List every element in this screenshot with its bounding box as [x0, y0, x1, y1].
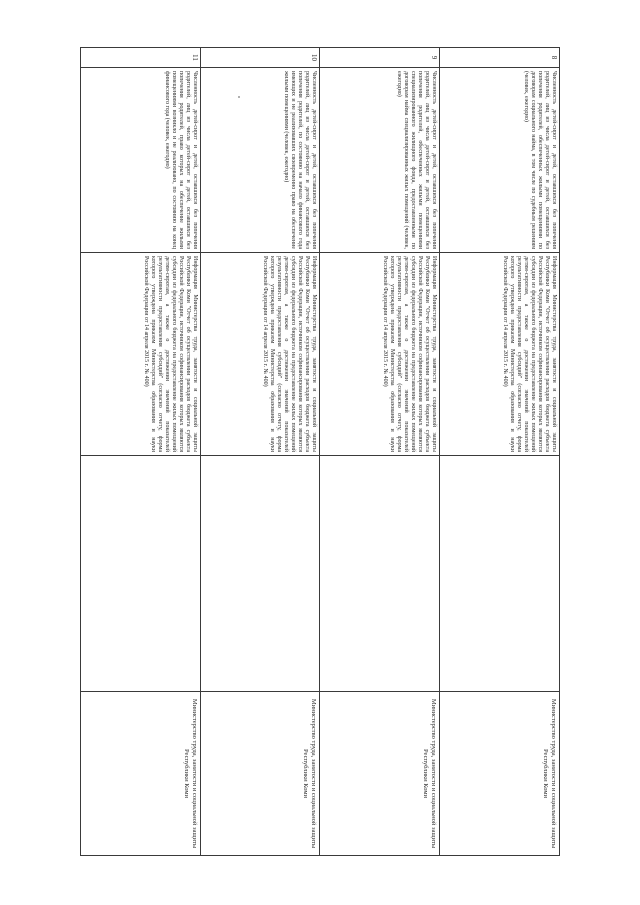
empty-cell: [440, 456, 560, 692]
table-row: [440, 48, 560, 856]
responsible-cell: Министерство труда, занятости и социальной защиты Республики Коми: [440, 692, 560, 856]
rotated-table-wrapper: [80, 47, 560, 855]
empty-cell: [200, 456, 320, 692]
responsible-cell: Министерство труда, занятости и социальной защиты Республики Коми: [320, 692, 440, 856]
table-row: [200, 48, 320, 856]
table-row: [81, 48, 201, 856]
empty-cell: [320, 456, 440, 692]
indicator-cell: Численность детей-сирот и детей, оставшихся без попечения родителей, лиц из числа детей-сирот и детей, оставшихся без попечения родителей, обеспеченных жилыми помещениями специализированного жилищного фонда, предоставленными по договорам найма специализированных жилых помещений (человек, ежегодно): [320, 68, 440, 253]
responsible-cell: Министерство труда, занятости и социальной защиты Республики Коми: [81, 692, 201, 856]
indicator-cell: Численность детей-сирот и детей, оставшихся без попечения родителей, лиц из числа детей-сирот и детей, оставшихся без попечения родителей, по состоянию на начало финансового года имеющих и не реализовавших своевременно право на обеспечение жилыми помещениями (человек, ежегодно): [200, 68, 320, 253]
empty-cell: [81, 456, 201, 692]
row-number: 8: [440, 48, 560, 68]
source-cell: Информация Министерства труда, занятости и социальной защиты Республики Коми "Отчет об осуществлении расходов бюджета субъекта Российской Федерации, источником софинансирования которых являются субсидии из федерального бюджета на предоставление жилых помещений детям-сиротам, а также о достижении значений показателей результативности предоставления субсидий" (согласно отчету, форма которого утверждена приказом Министерства образования и науки Российской Федерации от 14 апреля 2015 г. № 400): [200, 253, 320, 456]
source-cell: Информация Министерства труда, занятости и социальной защиты Республики Коми "Отчет об осуществлении расходов бюджета субъекта Российской Федерации, источником софинансирования которых являются субсидии из федерального бюджета на предоставление жилых помещений детям-сиротам, а также о достижении значений показателей результативности предоставления субсидий" (согласно отчету, форма которого утверждена приказом Министерства образования и науки Российской Федерации от 14 апреля 2015 г. № 400): [440, 253, 560, 456]
indicator-cell: Численность детей-сирот и детей, оставшихся без попечения родителей, лиц из числа детей-сирот и детей, оставшихся без попечения родителей, обеспеченных жилыми помещениями по договорам социального найма, в том числе по судебным решениям (человек, ежегодно): [440, 68, 560, 253]
source-cell: Информация Министерства труда, занятости и социальной защиты Республики Коми "Отчет об осуществлении расходов бюджета субъекта Российской Федерации, источником софинансирования которых являются субсидии из федерального бюджета на предоставление жилых помещений детям-сиротам, а также о достижении значений показателей результативности предоставления субсидий" (согласно отчету, форма которого утверждена приказом Министерства образования и науки Российской Федерации от 14 апреля 2015 г. № 400): [81, 253, 201, 456]
row-number: 9: [320, 48, 440, 68]
table-row: [320, 48, 440, 856]
responsible-cell: Министерство труда, занятости и социальной защиты Республики Коми: [200, 692, 320, 856]
row-number: 11: [81, 48, 201, 68]
indicator-cell: Численность детей-сирот и детей, оставшихся без попечения родителей, лиц из числа детей-сирот и детей, оставшихся без попечения родителей, право которых на обеспечение жилыми помещениями возникло и не реализовано, по состоянию на конец финансового года (человек, ежегодно): [81, 68, 201, 253]
row-number: 10: [200, 48, 320, 68]
indicators-table: [80, 47, 560, 856]
source-cell: Информация Министерства труда, занятости и социальной защиты Республики Коми "Отчет об осуществлении расходов бюджета субъекта Российской Федерации, источником софинансирования которых являются субсидии из федерального бюджета на предоставление жилых помещений детям-сиротам, а также о достижении значений показателей результативности предоставления субсидий" (согласно отчету, форма которого утверждена приказом Министерства образования и науки Российской Федерации от 14 апреля 2015 г. № 400): [320, 253, 440, 456]
